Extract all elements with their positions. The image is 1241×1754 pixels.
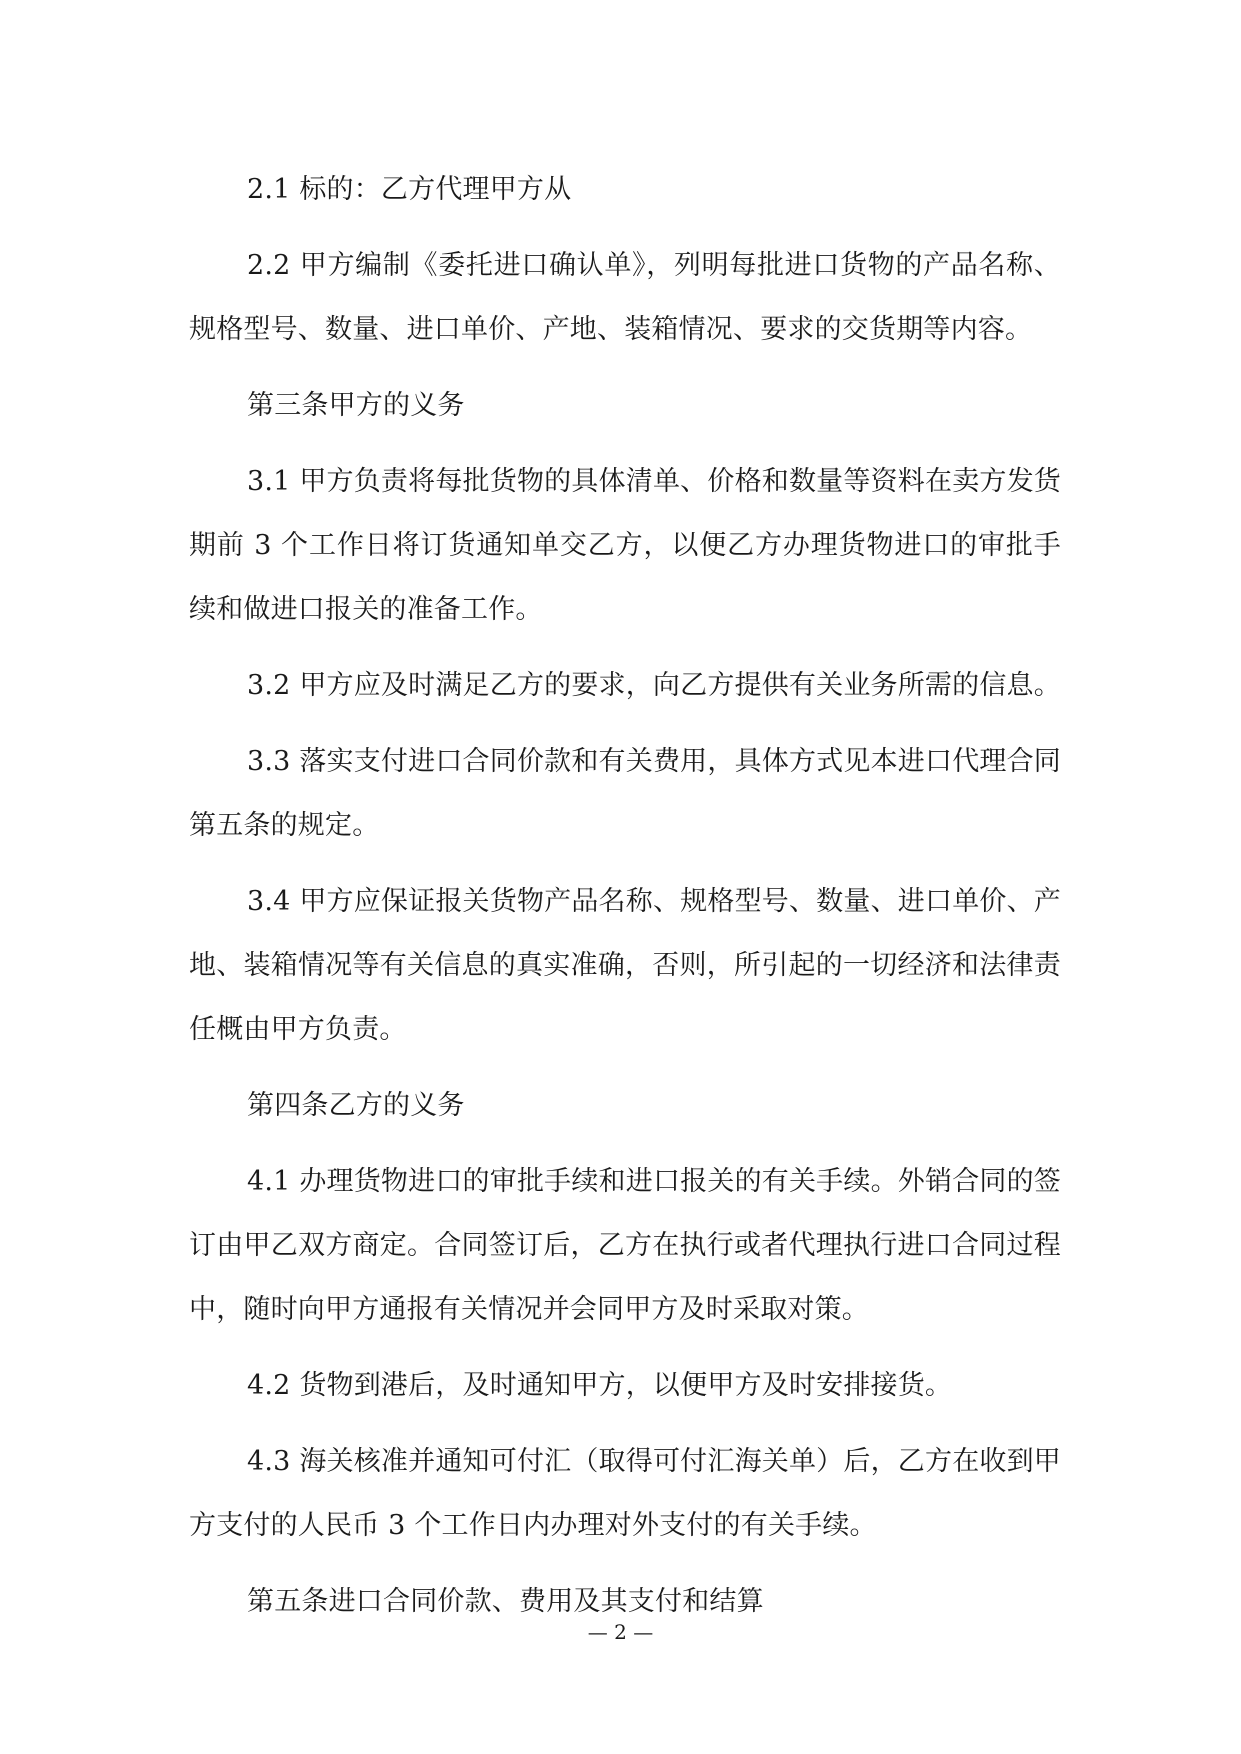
clause-4-3: 4.3 海关核准并通知可付汇（取得可付汇海关单）后，乙方在收到甲方支付的人民币 3 个工作日内办理对外支付的有关手续。 <box>189 1446 1061 1541</box>
clause-2-1: 2.1 标的：乙方代理甲方从 <box>247 174 572 205</box>
article-5-heading: 第五条进口合同价款、费用及其支付和结算 <box>247 1586 764 1617</box>
clause-2-2: 2.2 甲方编制《委托进口确认单》，列明每批进口货物的产品名称、规格型号、数量、进口单价、产地、装箱情况、要求的交货期等内容。 <box>189 250 1061 345</box>
clause-3-2: 3.2 甲方应及时满足乙方的要求，向乙方提供有关业务所需的信息。 <box>247 670 1061 701</box>
clause-3-4: 3.4 甲方应保证报关货物产品名称、规格型号、数量、进口单价、产地、装箱情况等有关信息的真实准确，否则，所引起的一切经济和法律责任概由甲方负责。 <box>189 886 1061 1045</box>
clause-3-3: 3.3 落实支付进口合同价款和有关费用，具体方式见本进口代理合同第五条的规定。 <box>189 746 1061 841</box>
clause-4-2: 4.2 货物到港后，及时通知甲方，以便甲方及时安排接货。 <box>247 1370 953 1401</box>
article-4-heading: 第四条乙方的义务 <box>247 1090 465 1121</box>
document-body <box>189 158 1061 1646</box>
page-number: — 2 — <box>587 1620 654 1644</box>
clause-4-1: 4.1 办理货物进口的审批手续和进口报关的有关手续。外销合同的签订由甲乙双方商定。合同签订后，乙方在执行或者代理执行进口合同过程中，随时向甲方通报有关情况并会同甲方及时采取对策。 <box>189 1166 1061 1325</box>
clause-3-1: 3.1 甲方负责将每批货物的具体清单、价格和数量等资料在卖方发货期前 3 个工作日将订货通知单交乙方，以便乙方办理货物进口的审批手续和做进口报关的准备工作。 <box>189 466 1061 625</box>
article-3-heading: 第三条甲方的义务 <box>247 390 465 421</box>
